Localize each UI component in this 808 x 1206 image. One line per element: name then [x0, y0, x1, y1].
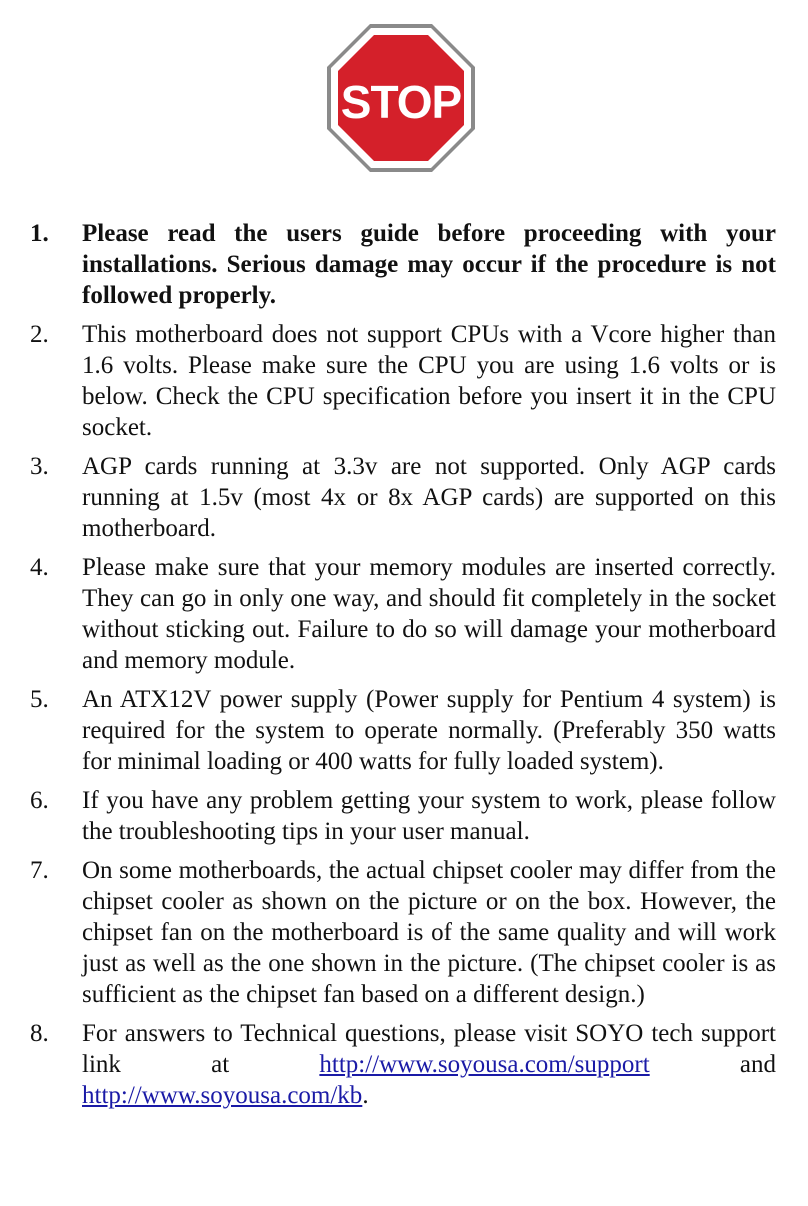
stop-sign-text: STOP — [340, 76, 462, 128]
item-text-middle: and — [649, 1051, 776, 1078]
list-item — [30, 684, 776, 777]
item-number: 1. — [30, 220, 49, 247]
item-text-before: For answers to Technical questions, please visit SOYO tech support link at — [82, 1020, 776, 1078]
item-text: This motherboard does not support CPUs with a Vcore higher than 1.6 volts. Please make sure the CPU you are using 1.6 volts or is below. Check the CPU specification before you insert it in the CPU socket. — [82, 321, 776, 441]
item-text — [82, 1018, 776, 1111]
item-number: 8. — [30, 1020, 49, 1047]
item-text: An ATX12V power supply (Power supply for Pentium 4 system) is required for the system to operate normally. (Preferably 350 watts for minimal loading or 400 watts for fully loaded system). — [82, 686, 776, 775]
list-item — [30, 1018, 776, 1111]
list-item — [30, 218, 776, 311]
item-text: Please read the users guide before proceeding with your installations. Serious damage may occur if the procedure is not followed properly. — [82, 220, 776, 309]
item-number: 2. — [30, 321, 49, 348]
list-item — [30, 552, 776, 676]
item-text-after: . — [362, 1082, 369, 1109]
item-number: 6. — [30, 787, 49, 814]
item-text: If you have any problem getting your system to work, please follow the troubleshooting tips in your user manual. — [82, 787, 776, 845]
item-number: 3. — [30, 453, 49, 480]
item-text: Please make sure that your memory modules are inserted correctly. They can go in only one way, and should fit completely in the socket without sticking out. Failure to do so will damage your motherboard and memory module. — [82, 554, 776, 674]
item-number: 4. — [30, 554, 49, 581]
item-number: 7. — [30, 857, 49, 884]
item-text: On some motherboards, the actual chipset cooler may differ from the chipset cooler as shown on the picture or on the box. However, the chipset fan on the motherboard is of the same quality and will work just as well as the one shown in the picture. (The chipset cooler is as sufficient as the chipset fan based on a different design.) — [82, 857, 776, 1008]
list-item — [30, 855, 776, 1010]
list-item — [30, 785, 776, 847]
stop-sign — [325, 22, 477, 174]
stop-sign-icon — [325, 22, 477, 174]
support-link[interactable]: http://www.soyousa.com/support — [319, 1051, 650, 1078]
list-item — [30, 319, 776, 443]
item-text: AGP cards running at 3.3v are not supported. Only AGP cards running at 1.5v (most 4x or 8x AGP cards) are supported on this motherboard. — [82, 453, 776, 542]
notice-list — [30, 218, 776, 1119]
knowledge-base-link[interactable]: http://www.soyousa.com/kb — [82, 1082, 363, 1109]
item-number: 5. — [30, 686, 49, 713]
list-item — [30, 451, 776, 544]
